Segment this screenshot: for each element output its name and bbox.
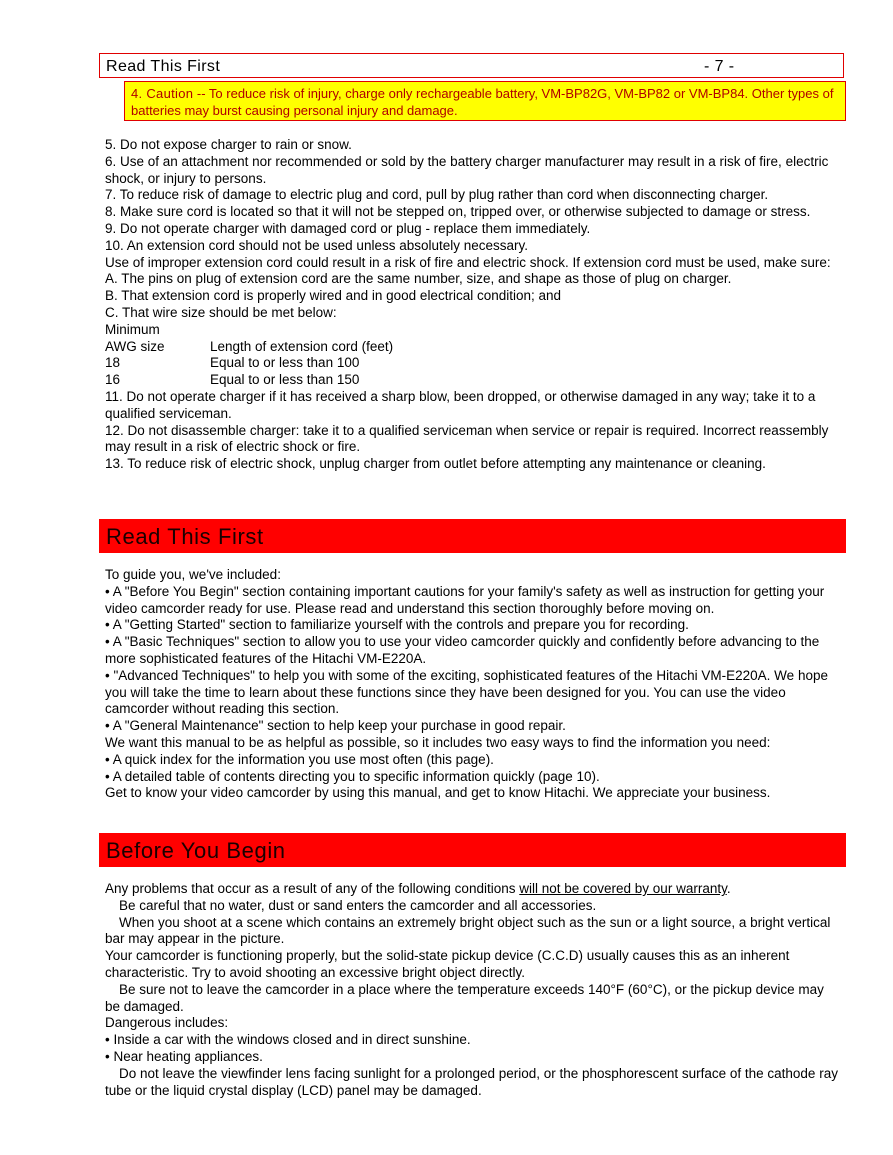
paragraph: • Near heating appliances. [105,1048,263,1064]
warranty-end: . [726,881,731,896]
section-title: Before You Begin [106,838,286,863]
paragraph: • Inside a car with the windows closed and in direct sunshine. [105,1032,471,1048]
paragraph: Do not leave the viewfinder lens facing sunlight for a prolonged period, or the phosphorescent surface of the cathode ray tube or the liquid crystal display (LCD) panel may be damaged. [105,1065,838,1098]
paragraph: Be sure not to leave the camcorder in a place where the temperature exceeds 140°F (60°C), or the pickup device may be damaged. [105,981,824,1014]
list-item: 5. Do not expose charger to rain or snow. [105,137,352,152]
list-item: 11. Do not operate charger if it has received a sharp blow, been dropped, or otherwise damaged in any way; take it to a qualified serviceman. [105,388,816,421]
awg-table-header [105,339,840,356]
paragraph: Dangerous includes: [105,1015,229,1031]
paragraph: Be careful that no water, dust or sand enters the camcorder and all accessories. [119,897,597,913]
caution-note [124,81,846,121]
list-item: C. That wire size should be met below: [105,304,337,320]
read-this-first-body [105,567,840,802]
paragraph: • A "General Maintenance" section to help keep your purchase in good repair. [105,718,566,734]
list-item: 12. Do not disassemble charger: take it to a qualified serviceman when service or repair is required. Incorrect reassembly may result in a risk of electric shock or fire. [105,422,829,455]
page-number: - 7 - [704,58,735,75]
list-item: 6. Use of an attachment nor recommended or sold by the battery charger manufacturer may result in a risk of fire, electric shock, or injury to persons. [105,153,829,186]
paragraph: • A quick index for the information you use most often (this page). [105,751,494,767]
caution-label: 4. Caution [131,86,194,101]
warranty-intro: Any problems that occur as a result of any of the following conditions [105,881,520,896]
awg-table-row [105,372,840,389]
section-header-read-this-first [99,519,846,553]
awg-header-size: AWG size [105,338,165,354]
section-title: Read This First [106,524,264,549]
header-title: Read This First [106,58,221,75]
list-item: A. The pins on plug of extension cord are the same number, size, and shape as those of plug on charger. [105,271,732,287]
awg-header-length: Length of extension cord (feet) [210,338,394,354]
list-item: Minimum [105,321,160,337]
list-item: Use of improper extension cord could result in a risk of fire and electric shock. If extension cord must be used, make sure: [105,254,831,270]
page-header [99,53,844,78]
section-header-before-you-begin [99,833,846,867]
awg-size: 16 [105,372,121,388]
paragraph: To guide you, we've included: [105,567,281,582]
paragraph: • "Advanced Techniques" to help you with some of the exciting, sophisticated features of the Hitachi VM-E220A. We hope you will take the time to learn about these functions since they have been designed for you. You can use the video camcorder without reading this section. [105,667,828,717]
paragraph: Your camcorder is functioning properly, but the solid-state pickup device (C.C.D) usually causes this as an inherent characteristic. Try to avoid shooting an excessive bright object directly. [105,948,790,980]
list-item: B. That extension cord is properly wired and in good electrical condition; and [105,288,562,304]
paragraph: Get to know your video camcorder by using this manual, and get to know Hitachi. We appreciate your business. [105,785,771,801]
charger-safety-list [105,137,840,473]
list-item: 10. An extension cord should not be used unless absolutely necessary. [105,237,529,253]
before-you-begin-body [105,881,840,1099]
paragraph: We want this manual to be as helpful as possible, so it includes two easy ways to find the information you need: [105,734,771,750]
warranty-paragraph [105,881,840,898]
awg-length: Equal to or less than 100 [210,355,360,371]
list-item: 8. Make sure cord is located so that it will not be stepped on, tripped over, or otherwise subjected to damage or stress. [105,204,811,220]
list-item: 7. To reduce risk of damage to electric plug and cord, pull by plug rather than cord when disconnecting charger. [105,187,769,203]
warranty-underlined: will not be covered by our warranty [519,881,727,896]
awg-table-row [105,355,840,372]
awg-length: Equal to or less than 150 [210,372,360,388]
paragraph: • A "Basic Techniques" section to allow you to use your video camcorder quickly and confidently before advancing to the more sophisticated features of the Hitachi VM-E220A. [105,634,820,666]
list-item: 9. Do not operate charger with damaged cord or plug - replace them immediately. [105,220,591,236]
paragraph: • A detailed table of contents directing you to specific information quickly (page 10). [105,768,600,784]
list-item: 13. To reduce risk of electric shock, unplug charger from outlet before attempting any maintenance or cleaning. [105,456,766,472]
paragraph: When you shoot at a scene which contains an extremely bright object such as the sun or a light source, a bright vertical bar may appear in the picture. [105,914,831,947]
caution-text: -- To reduce risk of injury, charge only rechargeable battery, VM-BP82G, VM-BP82 or VM-BP84. Other types of batteries may burst causing personal injury and damage. [131,86,834,118]
paragraph: • A "Getting Started" section to familiarize yourself with the controls and prepare you for recording. [105,617,689,633]
awg-size: 18 [105,355,121,371]
paragraph: • A "Before You Begin" section containing important cautions for your family's safety as well as instruction for getting your video camcorder ready for use. Please read and understand this section thoroughly before moving on. [105,583,825,616]
